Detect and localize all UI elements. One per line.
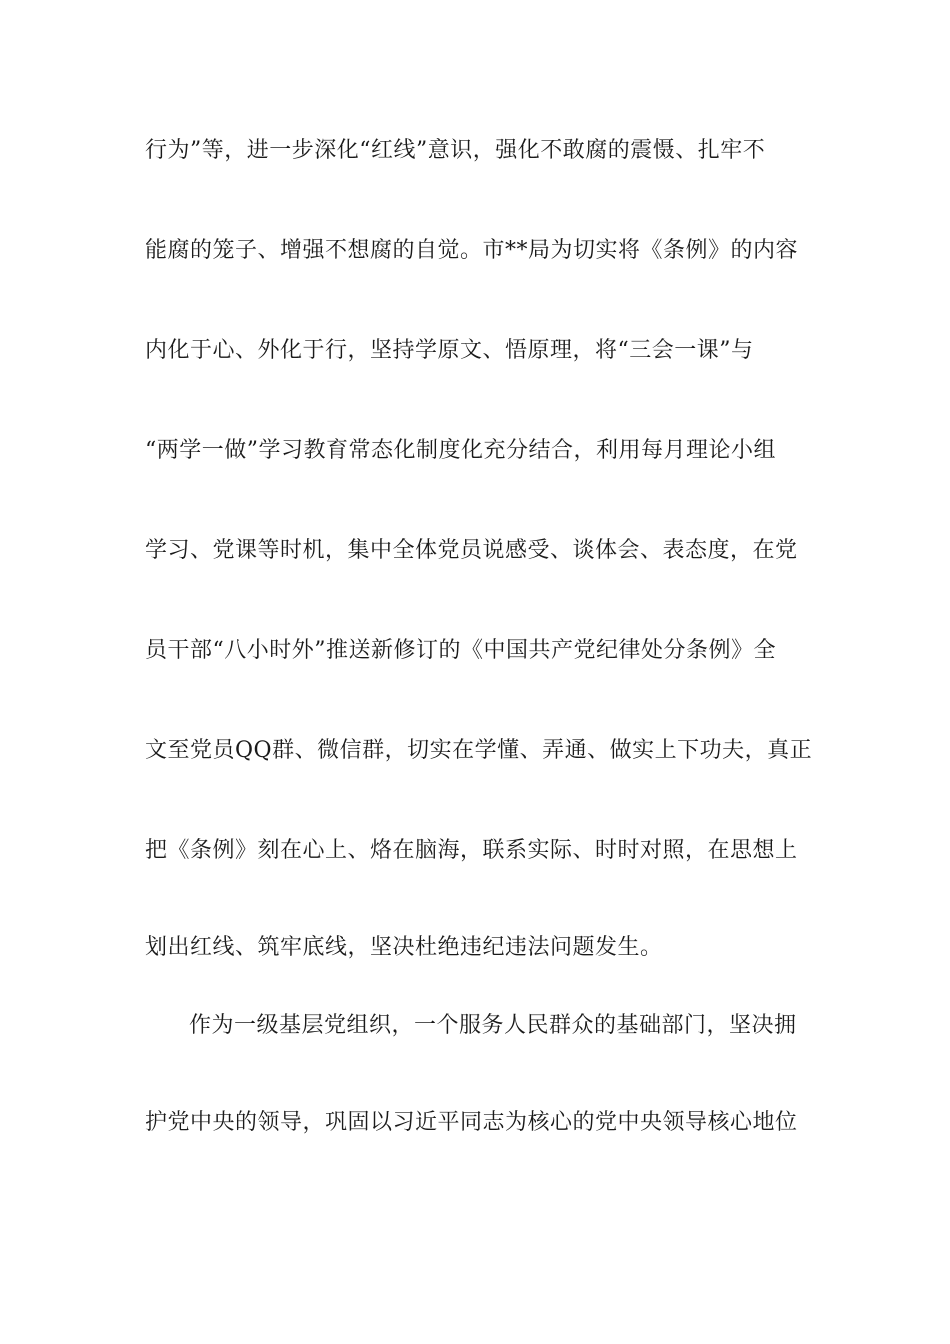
paragraph-line: 文至党员QQ群、微信群，切实在学懂、弄通、做实上下功夫，真正	[145, 738, 813, 763]
paragraph-first-line: 作为一级基层党组织，一个服务人民群众的基础部门，坚决拥	[189, 1013, 797, 1038]
paragraph-line: 把《条例》刻在心上、烙在脑海，联系实际、时时对照，在思想上	[145, 838, 798, 863]
paragraph-line: 行为”等，进一步深化“红线”意识，强化不敢腐的震慑、扎牢不	[145, 138, 766, 163]
paragraph-line: “两学一做”学习教育常态化制度化充分结合，利用每月理论小组	[145, 438, 776, 463]
paragraph-line: 学习、党课等时机，集中全体党员说感受、谈体会、表态度，在党	[145, 538, 798, 563]
paragraph-line: 划出红线、筑牢底线，坚决杜绝违纪违法问题发生。	[145, 935, 663, 960]
paragraph-line: 员干部“八小时外”推送新修订的《中国共产党纪律处分条例》全	[145, 638, 776, 663]
paragraph-line: 护党中央的领导，巩固以习近平同志为核心的党中央领导核心地位	[145, 1110, 798, 1135]
paragraph-line: 能腐的笼子、增强不想腐的自觉。市**局为切实将《条例》的内容	[145, 238, 799, 263]
paragraph-line: 内化于心、外化于行，坚持学原文、悟原理，将“三会一课”与	[145, 338, 754, 363]
